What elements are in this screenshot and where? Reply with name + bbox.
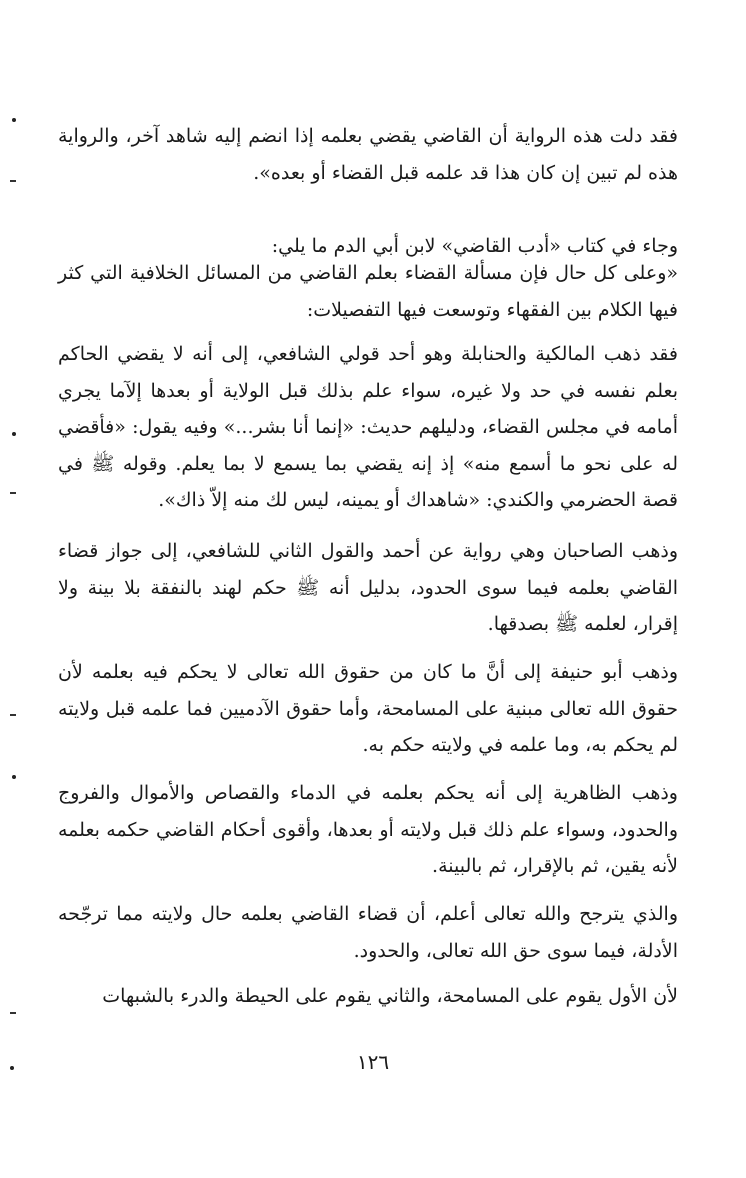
paragraph-5: وذهب الصاحبان وهي رواية عن أحمد والقول الثاني للشافعي، إلى جواز قضاء القاضي بعلمه فيما سوى الحدود، بدليل أنه ﷺ حكم لهند بالنفقة بلا بينة ولا إقرار، لعلمه ﷺ بصدقها. — [58, 540, 678, 635]
page-number: ١٢٦ — [356, 1050, 390, 1074]
margin-speck — [12, 432, 16, 436]
margin-speck — [10, 180, 16, 182]
paragraph-4: فقد ذهب المالكية والحنابلة وهو أحد قولي الشافعي، إلى أنه لا يقضي الحاكم بعلم نفسه في حد ولا غيره، سواء علم بذلك قبل الولاية أو بعدها إلآما يجري أمامه في مجلس القضاء، ودليلهم حديث: «إنما أنا بشر...» وفيه يقول: «فأقضي له على نحو ما أسمع منه» إذ إنه يقضي بما يسمع لا بما يعلم. وقوله ﷺ في قصة الحضرمي والكندي: «شاهداك أو يمينه، ليس لك منه إلاّ ذاك». — [58, 343, 678, 511]
margin-speck — [10, 1012, 16, 1014]
paragraph-9: لأن الأول يقوم على المسامحة، والثاني يقوم على الحيطة والدرء بالشبهات — [102, 985, 678, 1007]
paragraph-6: وذهب أبو حنيفة إلى أنَّ ما كان من حقوق الله تعالى لا يحكم فيه بعلمه لأن حقوق الله تعالى مبنية على المسامحة، وأما حقوق الآدميين فما علمه قبل ولايته لم يحكم به، وما علمه في ولايته حكم به. — [58, 661, 678, 756]
paragraph-3: «وعلى كل حال فإن مسألة القضاء بعلم القاضي من المسائل الخلافية التي كثر فيها الكلام بين الفقهاء وتوسعت فيها التفصيلات: — [58, 262, 678, 321]
margin-speck — [10, 714, 16, 716]
paragraph-7: وذهب الظاهرية إلى أنه يحكم بعلمه في الدماء والقصاص والأموال والفروج والحدود، وسواء علم ذلك قبل ولايته أو بعدها، وأقوى أحكام القاضي حكمه بعلمه لأنه يقين، ثم بالإقرار، ثم بالبينة. — [58, 782, 678, 877]
margin-speck — [10, 492, 16, 494]
paragraph-2: وجاء في كتاب «أدب القاضي» لابن أبي الدم ما يلي: — [271, 235, 678, 257]
margin-speck — [12, 775, 16, 779]
margin-speck — [12, 118, 16, 122]
margin-speck — [10, 1066, 14, 1070]
paragraph-1: فقد دلت هذه الرواية أن القاضي يقضي بعلمه إذا انضم إليه شاهد آخر، والرواية هذه لم تبين إن كان هذا قد علمه قبل القضاء أو بعده». — [58, 125, 678, 184]
paragraph-8: والذي يترجح والله تعالى أعلم، أن قضاء القاضي بعلمه حال ولايته مما ترجّحه الأدلة، فيما سوى حق الله تعالى، والحدود. — [58, 903, 678, 962]
